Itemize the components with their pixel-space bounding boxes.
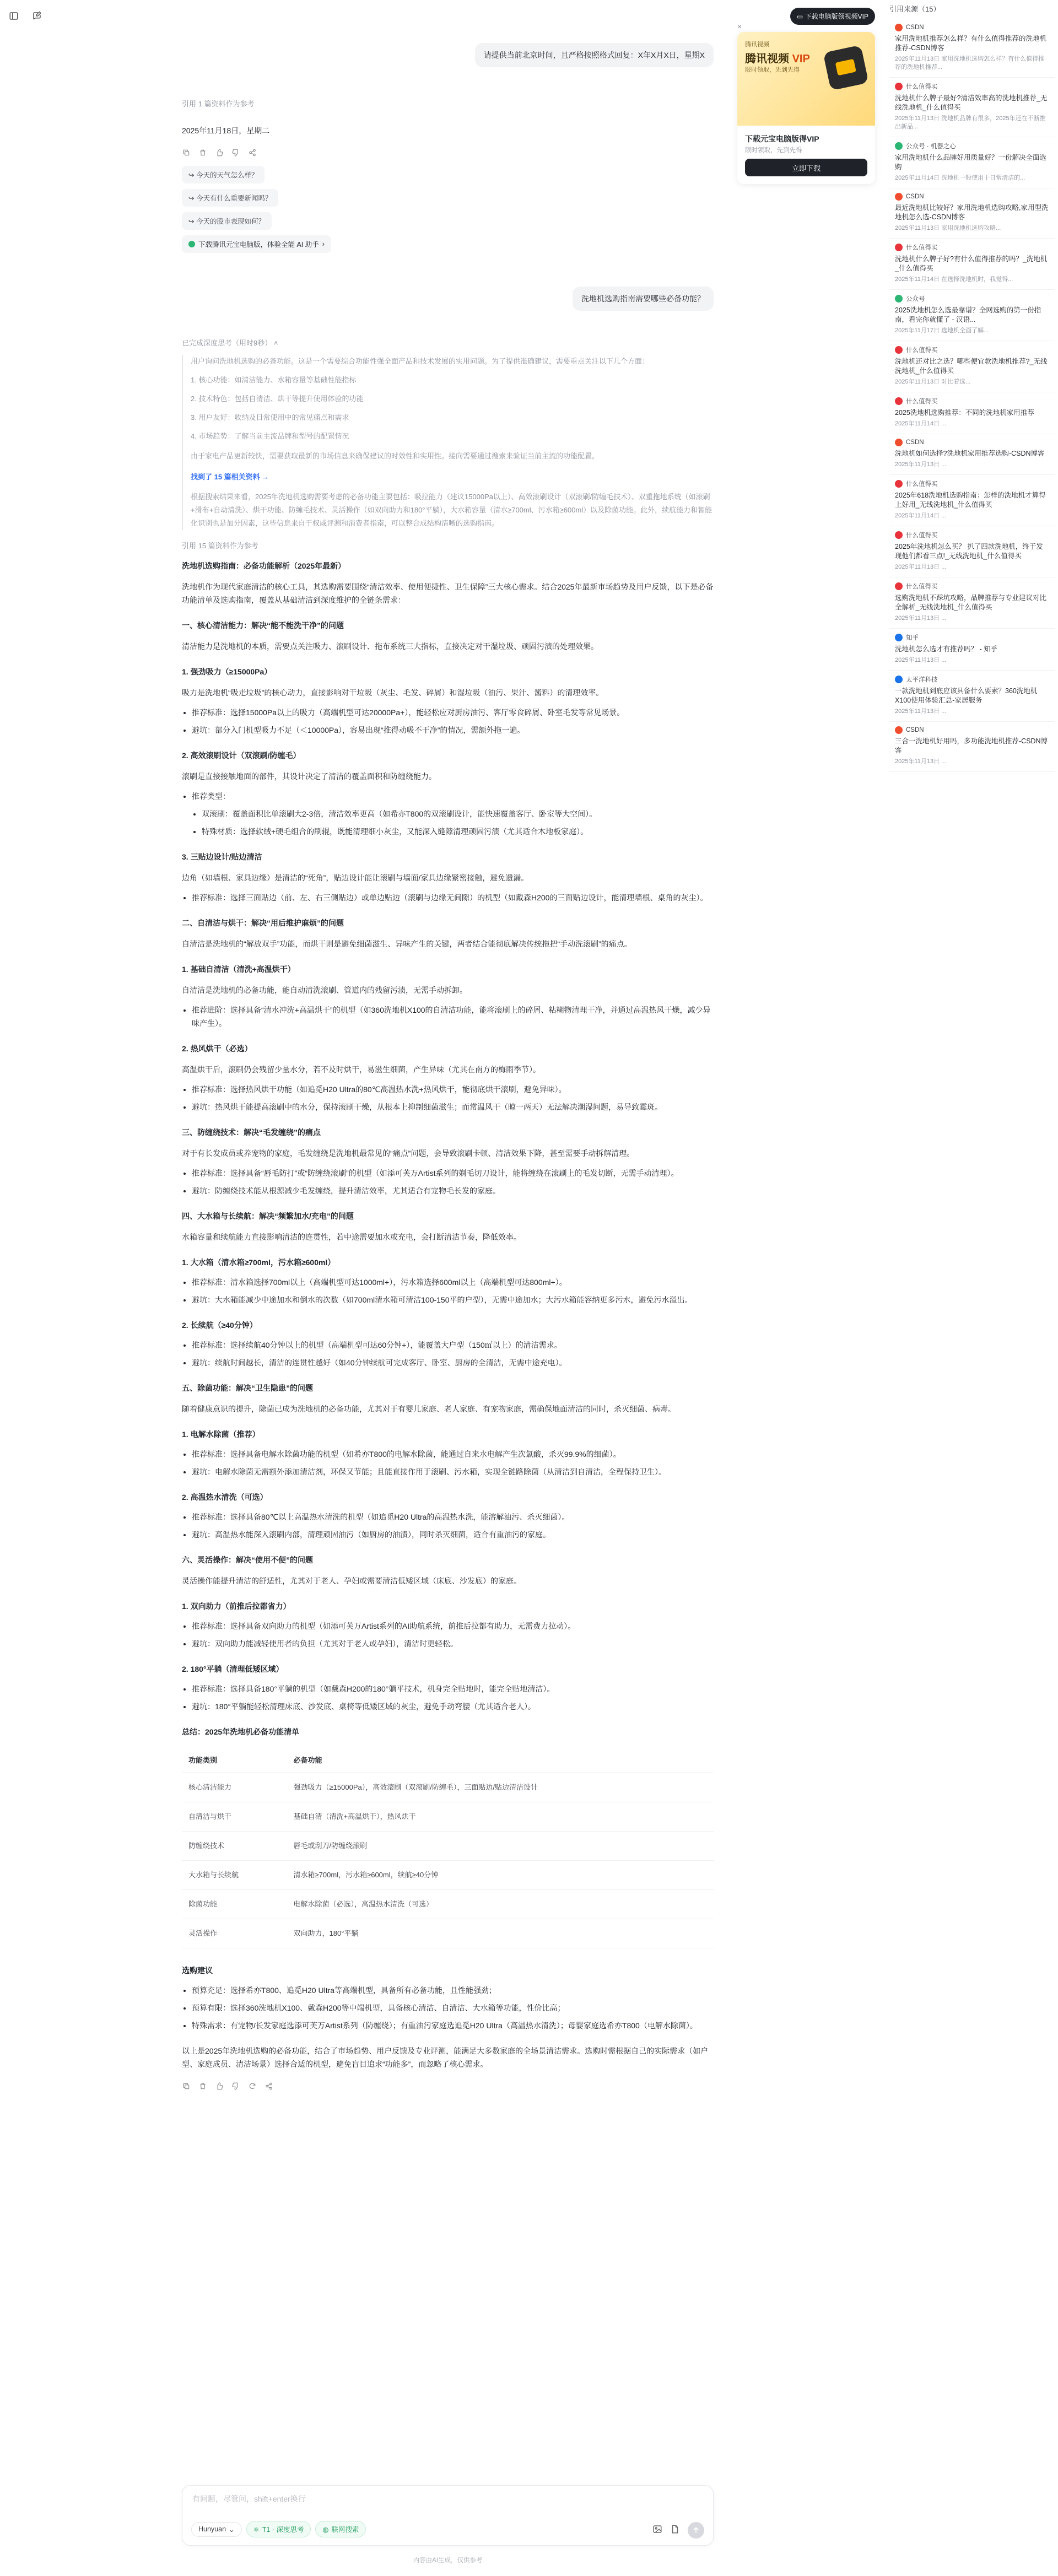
source-site [895,24,1049,31]
source-site [895,82,1049,91]
ad-title: 下载元宝电脑版得VIP [745,134,819,143]
table-cell: 自清洁与烘干 [182,1802,287,1832]
bullet-list [182,1083,714,1114]
download-vip-label: 下载电脑版领视频VIP [805,13,868,20]
subsection-heading: 2. 热风烘干（必选） [182,1044,252,1053]
globe-icon: ◍ [322,2525,329,2534]
top-toolbar [8,10,43,22]
download-vip-button[interactable] [790,8,875,25]
thinking-point: 1. 核心功能：如清洁能力、水箱容量等基础性能指标 [191,376,357,384]
table-cell: 电解水除菌（必选），高温热水清洗（可选） [287,1890,714,1919]
source-title: 家用洗地机什么品牌好用质量好？一份解决全面选购 [895,154,1047,171]
list-item: • 避坑：高温热水能深入滚刷内部，清理顽固油污（如厨房的油渍），同时杀灭细菌，适合有重油污的家庭。 [192,1528,714,1541]
source-snippet: 2025年11月13日 ... [895,564,947,570]
source-item[interactable] [889,577,1055,629]
file-upload-icon[interactable] [670,2524,680,2537]
list-item: • 双滚刷：覆盖面积比单滚刷大2-3倍，清洁效率更高（如希亦T800的双滚刷设计，能快速覆盖客厅、卧室等大空间）。 [202,807,714,820]
source-item[interactable] [889,434,1055,475]
source-site [895,345,1049,354]
source-title: 选购洗地机不踩坑攻略，品牌推荐与专业建议对比全解析_无线洗地机_什么值得买 [895,594,1047,611]
bullet-list [182,1682,714,1713]
promo-label: 下载腾讯元宝电脑版，体验全能 AI 助手 [198,241,319,249]
ad-brand: 腾讯视频 [745,41,769,48]
bullet-list [182,790,714,838]
chevron-up-icon: ˄ [273,339,278,347]
source-item[interactable] [889,78,1055,137]
table-cell: 基础自清（清洗+高温烘干），热风烘干 [287,1802,714,1832]
model-label: Hunyuan [198,2525,226,2533]
list-item: • 避坑：大水箱能减少中途加水和倒水的次数（如700ml清水箱可清洁100-150平的户型），无需中途加水；大污水箱能容纳更多污水，避免污水溢出。 [192,1293,714,1306]
list-item: • 特殊材质：选择软绒+硬毛组合的刷辊，既能清理细小灰尘，又能深入缝隙清理顽固污渍（尤其适合木地板家庭）。 [202,825,714,838]
section-text: 随着健康意识的提升，除菌已成为洗地机的必备功能，尤其对于有婴儿家庭、老人家庭、有宠物家庭，需确保地面清洁的同时，杀灭细菌、病毒。 [182,1405,676,1413]
share-icon[interactable] [248,148,257,157]
section-text: 对于有长发成员或养宠物的家庭，毛发缠绕是洗地机最常见的“痛点”问题，会导致滚刷卡顿、清洁效果下降，甚至需要手动拆解清理。 [182,1149,635,1158]
site-logo-icon [895,726,903,734]
source-site [895,193,1049,201]
thinking-point: 3. 用户友好：收纳及日常使用中的常见痛点和需求 [191,413,349,422]
table-row [182,1773,714,1802]
source-item[interactable] [889,671,1055,722]
thinking-point: 2. 技术特色：包括自清洁、烘干等提升使用体验的功能 [191,395,364,403]
table-cell: 唇毛或刮刀/防缠绕滚刷 [287,1832,714,1861]
source-title: 2025洗地机怎么选最靠谱？全网选购的第一份指南，看完你就懂了 - 汉语... [895,306,1041,323]
source-site-name: 公众号 [906,296,925,303]
source-snippet: 2025年11月13日 家用洗地机选购怎么样？有什么值得推荐的洗地机推荐... [895,56,1045,71]
bullet-list [182,1276,714,1306]
source-item[interactable] [889,392,1055,434]
site-logo-icon [895,295,903,303]
source-item[interactable] [889,341,1055,392]
article-title: 洗地机选购指南：必备功能解析（2025年最新） [182,561,346,570]
table-row [182,1890,714,1919]
source-site-name: 什么值得买 [906,84,938,90]
desktop-app-promo[interactable] [182,235,331,253]
table-row [182,1861,714,1890]
source-snippet: 2025年11月13日 ... [895,615,947,622]
source-title: 三合一洗地机好用吗，多功能洗地机推荐-CSDN博客 [895,737,1048,754]
source-title: 一款洗地机到底应该具备什么要素？360洗地机X100使用体验汇总-家居服务 [895,687,1038,704]
list-item: • 推荐标准：选择具备双向助力的机型（如添可芙万Artist系列的AI助航系统，前推后拉都有助力，无需费力拉动）。 [192,1619,714,1633]
source-site-name: CSDN [906,727,924,733]
thinking-text: 用户询问洗地机选购的必备功能。这是一个需要综合功能性强全面产品和技术发展的实用问题。为了提供准确建议，需要重点关注以下几个方面： [191,357,650,365]
ad-headline [745,50,810,66]
source-site [895,243,1049,252]
source-title: 2025年洗地机怎么买？ 扒了四款洗地机，终于发现他们都看三点!_无线洗地机_什么值得买 [895,543,1043,560]
deep-think-label: T1 · 深度思考 [262,2526,304,2534]
table-row [182,1832,714,1861]
thinking-header-label: 已完成深度思考（用时9秒） [182,339,272,347]
section-text: 自清洁是洗地机的必备功能，能自动清洗滚刷、管道内的残留污渍，无需手动拆卸。 [182,986,467,995]
composer-actions [652,2522,704,2539]
table-header-row [182,1748,714,1773]
subsection-heading: 3. 三贴边设计/贴边清洁 [182,852,262,861]
sidebar-toggle-icon[interactable] [8,10,20,22]
suggestion-item[interactable]: ↪ 今天的天气怎么样？ [182,166,264,183]
subsection-heading: 1. 大水箱（清水箱≥700ml，污水箱≥600ml） [182,1258,336,1267]
ad-subtitle: 限时领取，先到先得 [745,67,800,73]
section-heading: 选购建议 [182,1966,213,1975]
source-site [895,633,1049,642]
table-row [182,1919,714,1948]
list-item: • 避坑：双向助力能减轻使用者的负担（尤其对于老人或孕妇），清洁时更轻松。 [192,1637,714,1650]
table-header: 功能类别 [182,1748,287,1773]
ad-card[interactable] [737,32,875,184]
sources-sidebar [889,0,1055,772]
source-title: 洗地机如何选择?洗地机家用推荐选购-CSDN博客 [895,450,1045,457]
subsection-heading: 1. 双向助力（前推后拉都省力） [182,1602,291,1611]
source-site [895,142,1049,150]
list-item: • 推荐标准：选择15000Pa以上的吸力（高端机型可达20000Pa+），能轻松应对厨房油污、客厅零食碎屑、卧室毛发等常见场景。 [192,706,714,719]
source-title: 洗地机怎么选才有推荐吗？ - 知乎 [895,645,998,653]
suggestion-item[interactable]: ↪ 今天的股市表现如何？ [182,212,272,230]
chevron-down-icon: ⌄ [229,2525,235,2534]
site-logo-icon [895,531,903,539]
delete-icon[interactable] [198,148,207,157]
source-site [895,294,1049,303]
bullet-list [182,1003,714,1030]
message-input[interactable] [192,2493,699,2515]
send-button[interactable] [688,2522,704,2539]
table-cell: 防缠绕技术 [182,1832,287,1861]
source-snippet: 2025年11月14日 ... [895,512,947,519]
source-snippet: 2025年11月14日 在选择洗地机时，我觉得... [895,276,1013,283]
yuanbao-logo-icon [188,241,195,247]
wallet-icon [823,45,868,90]
section-text: 自清洁是洗地机的“解放双手”功能，而烘干则是避免细菌滋生、异味产生的关键，两者结合能彻底解决传统拖把“手动洗滚刷”的痛点。 [182,939,632,948]
list-item: • 预算充足：选择希亦T800、追觅H20 Ultra等高端机型，具备所有必备功能，且性能强劲； [192,1984,714,1997]
list-item: • 推荐标准：选择具备180°平躺的机型（如戴森H200的180°躺平技术，机身完全贴地时，能完全贴地清洁）。 [192,1682,714,1695]
thumbs-down-icon[interactable] [231,148,240,157]
site-logo-icon [895,142,903,150]
assistant-answer-2 [182,337,714,2091]
site-logo-icon [895,244,903,251]
source-site-name: 知乎 [906,635,919,641]
thumbs-up-icon[interactable] [215,148,224,157]
answer-actions [182,148,714,157]
source-site [895,582,1049,591]
section-text: 水箱容量和续航能力直接影响清洁的连贯性，若中途需要加水或充电，会打断清洁节奏，降低效率。 [182,1233,521,1241]
site-logo-icon [895,439,903,446]
source-snippet: 2025年11月13日 洗地机品牌有很多，2025年还在不断推出新品... [895,115,1046,130]
delete-icon[interactable] [198,2082,207,2091]
source-site-name: 什么值得买 [906,398,938,405]
section-heading: 六、灵活操作：解决“使用不便”的问题 [182,1556,313,1564]
deep-think-toggle[interactable] [246,2521,311,2537]
web-search-toggle[interactable] [315,2521,366,2537]
sources-header: 引用来源（15） [889,5,941,13]
atom-icon: ⚛ [253,2525,260,2534]
ad-download-button[interactable]: 立即下载 [745,159,867,176]
monitor-icon: ▭ [796,13,803,20]
article-intro: 洗地机作为现代家庭清洁的核心工具，其选购需要围绕“清洁效率、使用便捷性、卫生保障”三大核心需求。结合2025年最新市场趋势及用户反馈，以下是必备功能清单及选购指南，覆盖从基础清洁到深度维护的全链条需求： [182,582,714,604]
composer-options [191,2521,366,2537]
subsection-heading: 2. 180°平躺（清理低矮区域） [182,1665,284,1673]
list-item: • 避坑：180°平躺能轻松清理床底、沙发底、桌椅等低矮区域的灰尘，避免手动弯腰（尤其适合老人）。 [192,1700,714,1713]
answer-article [182,559,714,2091]
source-title: 家用洗地机推荐怎么样？有什么值得推荐的洗地机推荐-CSDN博客 [895,35,1047,52]
site-logo-icon [895,193,903,201]
source-item[interactable] [889,475,1055,526]
list-item: • 推荐标准：选择具备电解水除菌功能的机型（如希亦T800的电解水除菌，能通过自来水电解产生次氯酸，杀灭99.9%的细菌）。 [192,1448,714,1461]
source-title: 洗地机什么牌子好?有什么值得推荐的吗？_洗地机_什么值得买 [895,255,1048,272]
list-item: • 推荐标准：选择三面贴边（前、左、右三侧贴边）或单边贴边（滚刷与边缘无间隙）的机型（如戴森H200的三面贴边设计，能清理墙根、桌角的灰尘）。 [192,891,714,904]
ad-headline-text: 腾讯视频 [745,53,792,65]
reference-count[interactable]: 引用 1 篇资料作为参考 [182,100,255,108]
refresh-icon[interactable] [248,2082,257,2091]
list-item: • 避坑：续航时间越长，清洁的连贯性越好（如40分钟续航可完成客厅、卧室、厨房的全清洁，无需中途充电）。 [192,1356,714,1369]
list-item: • 避坑：热风烘干能提高滚刷中的水分，保持滚刷干燥，从根本上抑制细菌滋生；而常温风干（晾一两天）无法解决潮湿问题，易导致霉斑。 [192,1100,714,1114]
list-item: • 避坑：防缠绕技术能从根源减少毛发缠绕，提升清洁效率，尤其适合有宠物毛长发的家庭。 [192,1184,714,1197]
answer-actions [182,2082,714,2091]
source-site-name: 什么值得买 [906,584,938,590]
thinking-point: 4. 市场趋势：了解当前主流品牌和型号的配置情况 [191,432,349,440]
list-item: • 推荐标准：选择具备“唇毛防打”或“防缠绕滚刷”的机型（如添可芙万Artist系列的剃毛切刀设计，能将缠绕在滚刷上的毛发切断，无需手动清理）。 [192,1167,714,1180]
source-item[interactable] [889,19,1055,78]
source-item[interactable] [889,722,1055,772]
web-search-label: 联网搜索 [331,2526,359,2534]
section-text: 边角（如墙根、家具边缘）是清洁的“死角”，贴边设计能让滚刷与墙面/家具边缘紧密接触，避免遗漏。 [182,873,529,882]
site-logo-icon [895,397,903,405]
sources-list [889,19,1055,772]
list-item: • 预算有限：选择360洗地机X100、戴森H200等中端机型，具备核心清洁、自清洁、大水箱等功能，性价比高； [192,2001,714,2015]
close-icon[interactable]: × [737,22,742,31]
suggestion-label: 今天有什么重要新闻吗？ [196,195,272,202]
source-site [895,397,1049,406]
bullet-list [182,706,714,737]
source-item[interactable] [889,137,1055,188]
ai-disclaimer: 内容由AI生成，仅供参考 [413,2557,483,2564]
model-selector[interactable] [191,2522,242,2537]
section-heading: 一、核心清洁能力：解决“能不能洗干净”的问题 [182,621,344,630]
table-cell: 除菌功能 [182,1890,287,1919]
subsection-heading: 2. 高效滚刷设计（双滚刷/防缠毛） [182,751,301,760]
summary-heading: 总结：2025年洗地机必备功能清单 [182,1727,300,1736]
source-snippet: 2025年11月13日 ... [895,758,947,765]
source-item[interactable] [889,526,1055,577]
bullet-list [182,891,714,904]
source-site [895,675,1049,684]
share-icon[interactable] [264,2082,273,2091]
arrow-up-icon [692,2526,700,2534]
section-heading: 二、自清洁与烘干：解决“用后维护麻烦”的问题 [182,919,344,927]
image-upload-icon[interactable] [652,2524,662,2537]
table-header: 必备功能 [287,1748,714,1773]
source-site-name: 太平洋科技 [906,677,938,683]
bullet-list [182,1448,714,1478]
source-title: 2025年618洗地机选购指南：怎样的洗地机才算得上好用_无线洗地机_什么值得买 [895,492,1046,509]
suggestion-item[interactable]: ↪ 今天有什么重要新闻吗？ [182,189,278,207]
list-item: • 特殊需求：有宠物/长发家庭选添可芙万Artist系列（防缠绕）；有重油污家庭选追觅H20 Ultra（高温热水清洗）；母婴家庭选希亦T800（电解水除菌）。 [192,2019,714,2032]
site-logo-icon [895,346,903,354]
subsection-heading: 2. 高温热水清洗（可选） [182,1493,268,1502]
source-site-name: 什么值得买 [906,245,938,251]
source-site-name: CSDN [906,439,924,446]
bullet-list [182,1984,714,2032]
source-site-name: 公众号 · 机器之心 [906,143,956,150]
bullet-list [182,1167,714,1197]
bullet-list [182,1510,714,1541]
source-site-name: 什么值得买 [906,532,938,539]
source-item[interactable] [889,188,1055,239]
table-cell: 核心清洁能力 [182,1773,287,1802]
found-sources-label: 找到了 15 篇相关资料 [191,473,260,481]
source-title: 洗地机还对比之选？哪些便宜款洗地机推荐?_无线洗地机_什么值得买 [895,358,1048,375]
site-logo-icon [895,582,903,590]
ad-panel [737,8,875,184]
subsection-heading: 2. 长续航（≥40分钟） [182,1321,257,1330]
source-title: 洗地机什么牌子最好?清洁效率高的洗地机推荐_无线洗地机_什么值得买 [895,94,1048,111]
thumbs-up-icon[interactable] [215,2082,224,2091]
assistant-answer-1 [182,98,714,253]
source-snippet: 2025年11月14日 洗地机一般使用于日常清洁的... [895,175,1025,181]
list-item: • 避坑：电解水除菌无需额外添加清洁剂，环保又节能；且能直接作用于滚刷、污水箱，实现全链路除菌（从清洁到自清洁，全程保持卫生）。 [192,1465,714,1478]
list-item: • 避坑：部分入门机型吸力不足（＜10000Pa），容易出现“推得动吸不干净”的情况，需额外拖一遍。 [192,723,714,737]
source-title: 2025洗地机选购推荐：不同的洗地机家用推荐 [895,409,1034,417]
thumbs-down-icon[interactable] [231,2082,240,2091]
bullet-list [182,1619,714,1650]
source-snippet: 2025年11月17日 选地机全面了解... [895,327,989,334]
section-text: 滚刷是直接接触地面的部件，其设计决定了清洁的覆盖面积和防缠绕能力。 [182,772,436,781]
table-cell: 大水箱与长续航 [182,1861,287,1890]
source-snippet: 2025年11月13日 对比着选... [895,379,971,385]
thinking-block [182,355,714,530]
source-item[interactable] [889,290,1055,341]
suggestion-label: 今天的天气怎么样？ [196,171,258,179]
table-cell: 强劲吸力（≥15000Pa），高效滚刷（双滚刷/防缠毛），三面贴边/贴边清洁设计 [287,1773,714,1802]
suggested-questions [182,166,714,235]
ad-banner [737,32,875,126]
user-message-2: 洗地机选购指南需要哪些必备功能？ [573,287,714,311]
source-site-name: CSDN [906,193,924,200]
bullet-list [182,1338,714,1369]
source-site [895,726,1049,734]
source-item[interactable] [889,629,1055,671]
thinking-text: 由于家电产品更新较快，需要获取最新的市场信息来确保建议的时效性和实用性。接向需要通过搜索来验证当前主流的功能配置。 [191,452,600,460]
section-heading: 五、除菌功能：解决“卫生隐患”的问题 [182,1384,313,1392]
user-message-1: 请提供当前北京时间，且严格按照格式回复：X年X月X日，星期X [475,43,714,67]
source-snippet: 2025年11月13日 ... [895,708,947,715]
site-logo-icon [895,480,903,488]
list-item: • 推荐标准：选择具备80℃以上高温热水清洗的机型（如追觅H20 Ultra的高温热水洗，能溶解油污、杀灭细菌）。 [192,1510,714,1524]
site-logo-icon [895,83,903,90]
table-cell: 清水箱≥700ml，污水箱≥600ml，续航≥40分钟 [287,1861,714,1890]
subsection-heading: 1. 基础自清洁（清洗+高温烘干） [182,965,295,974]
source-snippet: 2025年11月13日 ... [895,461,947,468]
source-item[interactable] [889,239,1055,290]
conclusion-text: 以上是2025年洗地机选购的必备功能，结合了市场趋势、用户反馈及专业评测，能满足大多数家庭的全场景清洁需求。选购时需根据自己的实际需求（如户型、家庭成员、清洁场景）选择合适的机型，避免盲目追求“功能多”，而忽略了核心需求。 [182,2046,709,2069]
reference-count[interactable]: 引用 15 篇资料作为参考 [182,542,258,550]
section-text: 灵活操作能提升清洁的舒适性，尤其对于老人、孕妇或需要清洁低矮区域（床底、沙发底）的家庭。 [182,1576,521,1585]
section-heading: 四、大水箱与长续航：解决“频繁加水/充电”的问题 [182,1212,354,1221]
new-chat-icon[interactable] [31,10,43,22]
table-row [182,1802,714,1832]
source-snippet: 2025年11月14日 ... [895,420,947,427]
thinking-text: 根据搜索结果来看，2025年洗地机选购需要考虑的必备功能主要包括：吸拉能力（建议15000Pa以上）、高效滚刷设计（双滚刷/防缠毛技术）、双重拖地系统（如滚刷+滑布+自动清洗）、烘干功能、防缠毛技术、灵活操作（如双向助力和180°平躺），大水箱容量（清水≥700ml、污水箱≥600ml）以及除菌功能。此外，续航能力和智能化识别也是加分因素，这些信息来自于权威评测和消费者指南，可以整合成结构清晰的选购指南。 [191,493,712,527]
subsection-heading: 1. 电解水除菌（推荐） [182,1430,260,1439]
source-site [895,479,1049,488]
section-text: 高温烘干后，滚刷仍会残留少量水分，若不及时烘干，易滋生细菌，产生异味（尤其在南方的梅雨季节）。 [182,1065,541,1074]
subsection-heading: 1. 强劲吸力（≥15000Pa） [182,667,272,676]
suggestion-label: 今天的股市表现如何？ [196,218,265,225]
list-item: • 推荐类型： [192,790,714,803]
chevron-right-icon: › [322,240,325,248]
message-composer [182,2485,714,2546]
table-cell: 双向助力，180°平躺 [287,1919,714,1948]
table-cell: 灵活操作 [182,1919,287,1948]
list-item: • 推荐标准：选择热风烘干功能（如追觅H20 Ultra的80℃高温热水洗+热风烘干，能彻底烘干滚刷，避免异味）。 [192,1083,714,1096]
found-sources-link[interactable]: 找到了 15 篇相关资料 → [191,473,269,481]
site-logo-icon [895,676,903,683]
source-site [895,439,1049,446]
list-item: • 推荐标准：清水箱选择700ml以上（高端机型可达1000ml+），污水箱选择600ml以上（高端机型可达800ml+）。 [192,1276,714,1289]
ad-description: 限时领取，先到先得 [745,147,802,154]
copy-icon[interactable] [182,2082,191,2091]
source-snippet: 2025年11月13日 ... [895,657,947,663]
site-logo-icon [895,634,903,641]
summary-table [182,1748,714,1948]
list-item: • 推荐进阶：选择具备“清水冲洗+高温烘干”的机型（如360洗地机X100的自清洁功能，能将滚刷上的碎屑、粘糊物清理干净，并通过高温热风干燥，减少异味产生）。 [192,1003,714,1030]
source-site-name: 什么值得买 [906,481,938,488]
section-text: 吸力是洗地机“吸走垃圾”的核心动力，直接影响对干垃圾（灰尘、毛发、碎屑）和湿垃圾（油污、果汁、酱料）的清理效率。 [182,688,604,697]
thinking-header[interactable] [182,337,714,349]
source-site [895,531,1049,539]
source-title: 最近洗地机比较好？家用洗地机选购攻略,家用型洗地机怎么选-CSDN博客 [895,204,1049,221]
source-snippet: 2025年11月13日 家用洗地机选购攻略... [895,225,1001,231]
section-heading: 三、防缠绕技术：解决“毛发缠绕”的痛点 [182,1128,321,1137]
copy-icon[interactable] [182,148,191,157]
source-site-name: CSDN [906,24,924,31]
source-site-name: 什么值得买 [906,347,938,354]
ad-headline-vip: VIP [792,53,810,65]
answer-text: 2025年11月18日，星期二 [182,126,270,135]
section-text: 清洁能力是洗地机的本质，需要点关注吸力、滚刷设计、拖布系统三大指标，直接决定对干湿垃圾、顽固污渍的处理效果。 [182,642,598,651]
site-logo-icon [895,24,903,31]
list-item: • 推荐标准：选择续航40分钟以上的机型（高端机型可达60分钟+），能覆盖大户型（150㎡以上）的清洁需求。 [192,1338,714,1352]
